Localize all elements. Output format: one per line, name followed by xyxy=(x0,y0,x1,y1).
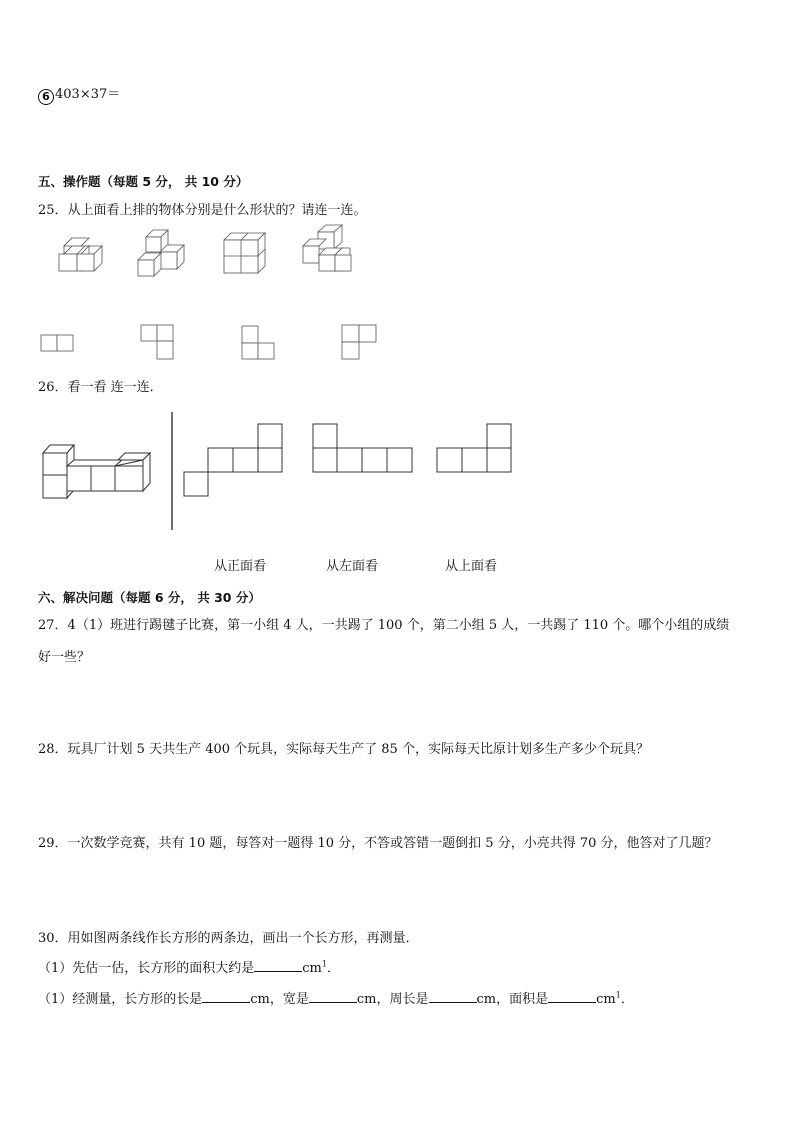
question-29: 29．一次数学竞赛，共有 10 题，每答对一题得 10 分，不答或答错一题倒扣 5 分，小亮共得 70 分，他答对了几题？ xyxy=(38,836,718,851)
unit-cm: cm xyxy=(596,992,616,1007)
part-2-end: ． xyxy=(620,992,634,1007)
question-26: 26．看一看 连一连． xyxy=(38,380,163,395)
answer-blank-area[interactable] xyxy=(548,990,596,1003)
label-top-view: 从上面看 xyxy=(445,559,498,574)
section-6-title: 六、解决问题（每题 6 分， 共 30 分） xyxy=(38,590,261,605)
view-top xyxy=(437,424,511,472)
answer-blank-perimeter[interactable] xyxy=(429,990,477,1003)
answer-blank-width[interactable] xyxy=(309,990,357,1003)
question-30: 30．用如图两条线作长方形的两条边，画出一个长方形，再测量． xyxy=(38,931,419,946)
view-left xyxy=(313,424,412,472)
part-2-width-label: cm，宽是 xyxy=(250,992,309,1007)
part-1-prefix: （1）先估一估，长方形的面积大约是 xyxy=(38,961,255,976)
label-front-view: 从正面看 xyxy=(214,559,267,574)
answer-blank-area-estimate[interactable] xyxy=(254,959,302,972)
question-27-line2: 好一些？ xyxy=(38,650,91,665)
answer-blank-length[interactable] xyxy=(202,990,250,1003)
label-left-view: 从左面看 xyxy=(326,559,379,574)
q26-figures xyxy=(0,0,794,540)
unit-cm: cm xyxy=(302,961,322,976)
q26-solid xyxy=(43,445,150,498)
view-front xyxy=(184,424,282,496)
question-30-part-1 xyxy=(38,957,340,976)
unit-sup: 1 xyxy=(321,959,327,969)
part-2-area-label: cm，面积是 xyxy=(476,992,549,1007)
part-1-end: ． xyxy=(326,961,340,976)
question-28: 28．玩具厂计划 5 天共生产 400 个玩具，实际每天生产了 85 个，实际每天比原计划多生产多少个玩具？ xyxy=(38,742,649,757)
question-30-part-2 xyxy=(38,988,634,1007)
part-2-prefix: （1）经测量，长方形的长是 xyxy=(38,992,203,1007)
section-5-title: 五、操作题（每题 5 分， 共 10 分） xyxy=(38,174,249,189)
part-2-perimeter-label: cm，周长是 xyxy=(356,992,429,1007)
circled-number: 6 xyxy=(38,89,54,105)
question-27-line1: 27．4（1）班进行踢毽子比赛，第一小组 4 人，一共踢了 100 个，第二小组 5 人，一共踢了 110 个。哪个小组的成绩 xyxy=(38,618,730,633)
question-25: 25．从上面看上排的物体分别是什么形状的？请连一连。 xyxy=(38,203,367,218)
unit-sup: 1 xyxy=(615,990,621,1000)
calc-expression: 403×37＝ xyxy=(55,87,121,102)
